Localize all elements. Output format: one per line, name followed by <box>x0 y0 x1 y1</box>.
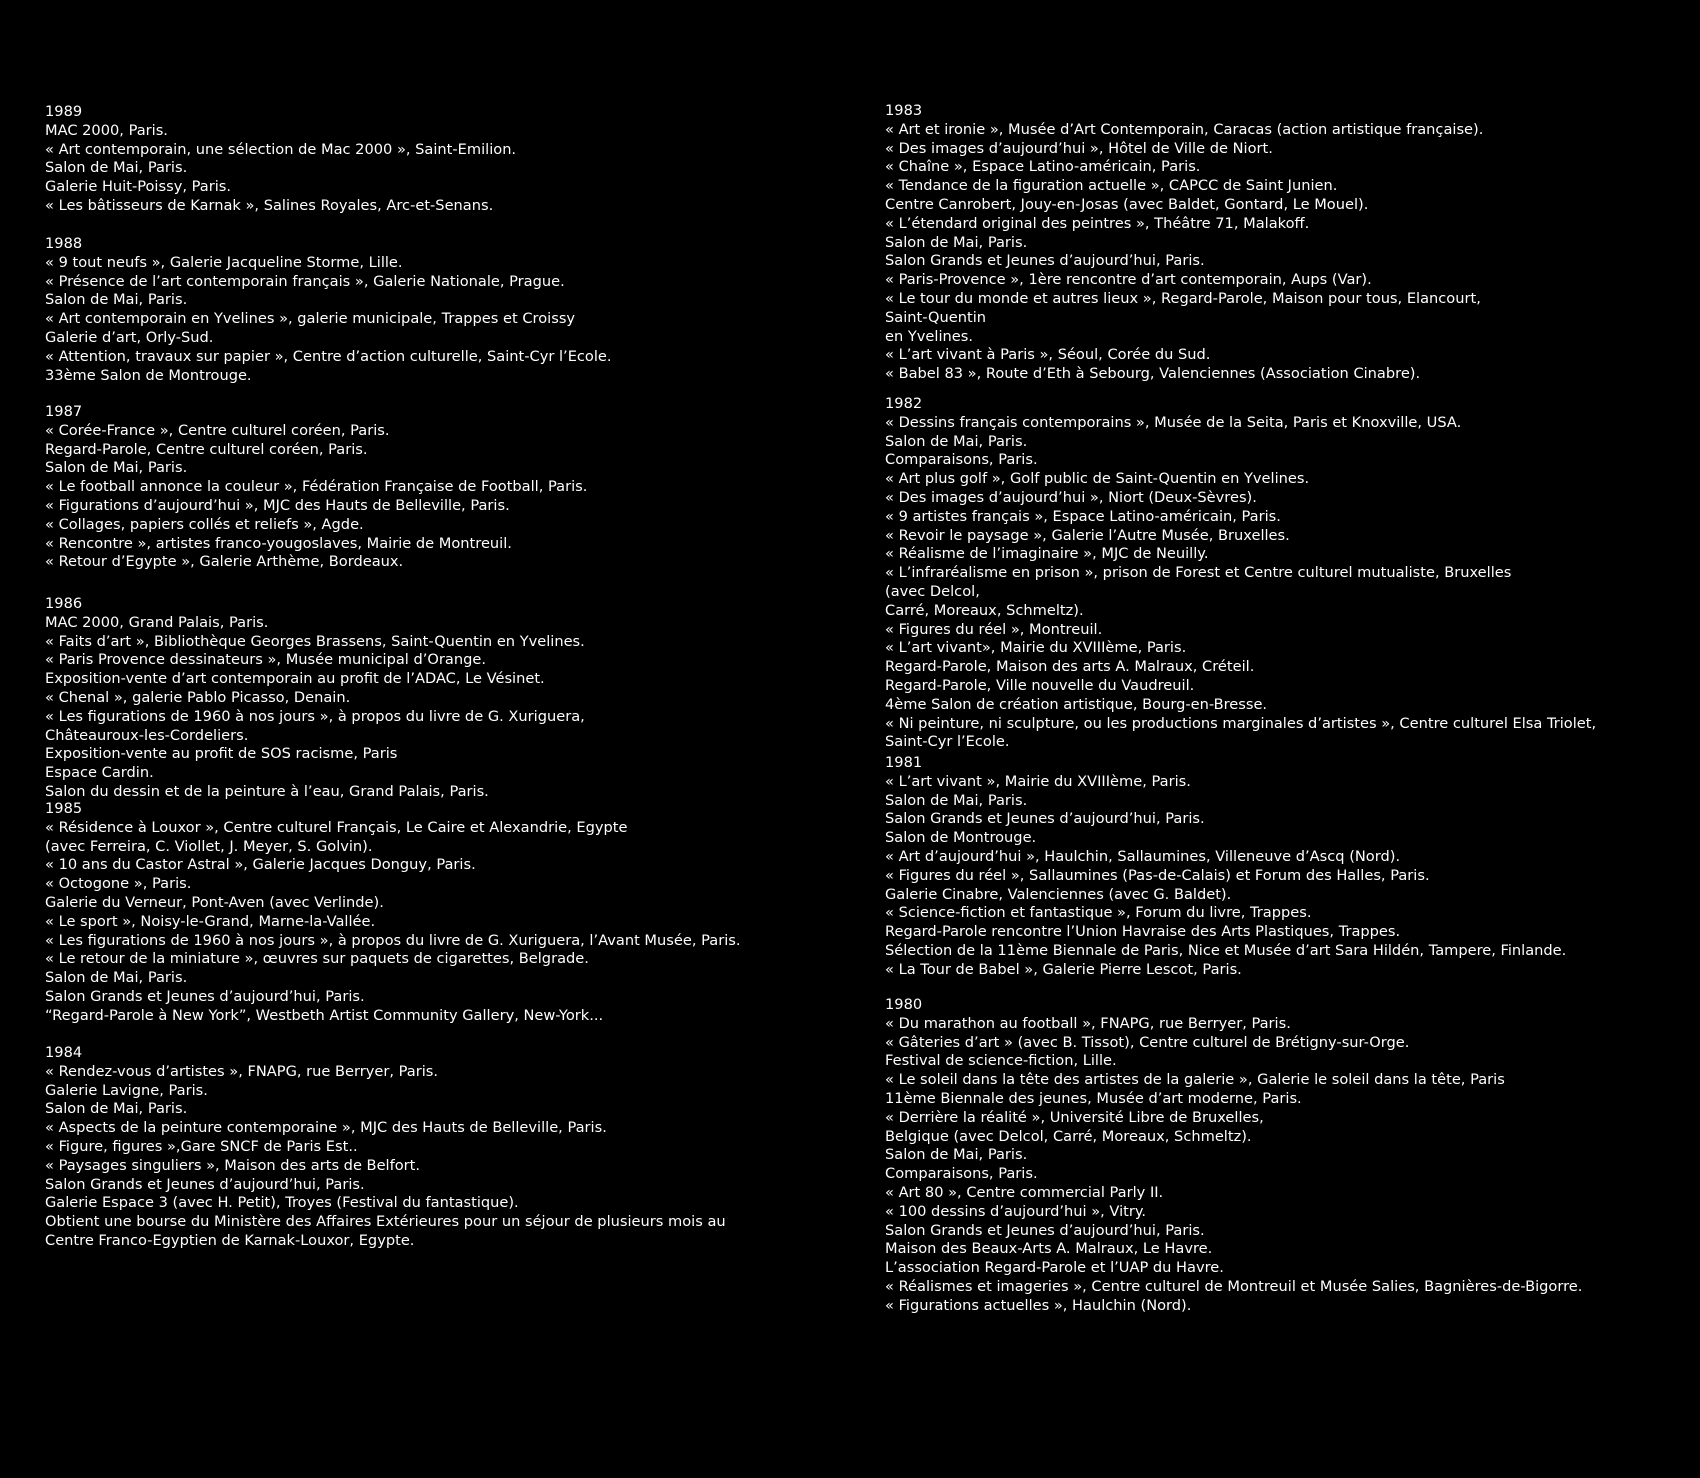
exhibition-entry: « Les figurations de 1960 à nos jours », à propos du livre de G. Xuriguera, l’Avant Musée, Paris. <box>45 931 741 949</box>
exhibition-entry: Saint-Quentin <box>885 308 987 326</box>
year-block-1981 <box>885 754 1685 980</box>
year-block-1984 <box>45 1044 825 1251</box>
exhibition-entry: Salon de Mai, Paris. <box>45 291 188 309</box>
exhibition-entry: Salon de Mai, Paris. <box>45 159 188 177</box>
exhibition-entry: « Corée-France », Centre culturel coréen, Paris. <box>45 421 390 439</box>
exhibition-entry: « Dessins français contemporains », Musée de la Seita, Paris et Knoxville, USA. <box>885 413 1462 431</box>
exhibition-entry: Salon de Mai, Paris. <box>885 791 1028 809</box>
exhibition-entry: Saint-Cyr l’Ecole. <box>885 733 1010 751</box>
year-block-1986 <box>45 595 825 802</box>
exhibition-entry: “Regard-Parole à New York”, Westbeth Artist Community Gallery, New-York... <box>45 1006 604 1024</box>
exhibition-entry: « Gâteries d’art » (avec B. Tissot), Centre culturel de Brétigny-sur-Orge. <box>885 1033 1410 1051</box>
year-heading: 1989 <box>45 103 83 120</box>
exhibition-entry: Salon de Mai, Paris. <box>885 1146 1028 1164</box>
exhibition-entry: Salon de Mai, Paris. <box>885 233 1028 251</box>
year-heading: 1986 <box>45 595 83 612</box>
exhibition-entry: « Présence de l’art contemporain français », Galerie Nationale, Prague. <box>45 272 565 290</box>
exhibition-entry: « Les figurations de 1960 à nos jours », à propos du livre de G. Xuriguera, <box>45 707 585 725</box>
exhibition-entry: « Ni peinture, ni sculpture, ou les productions marginales d’artistes », Centre culturel Elsa Triolet, <box>885 714 1597 732</box>
year-heading: 1983 <box>885 102 923 119</box>
year-block-1982 <box>885 395 1685 752</box>
exhibition-entry: « Tendance de la figuration actuelle », CAPCC de Saint Junien. <box>885 177 1338 195</box>
exhibition-entry: « 9 tout neufs », Galerie Jacqueline Storme, Lille. <box>45 253 403 271</box>
exhibition-entry: Centre Canrobert, Jouy-en-Josas (avec Baldet, Gontard, Le Mouel). <box>885 195 1369 213</box>
exhibition-entry: « Rencontre », artistes franco-yougoslaves, Mairie de Montreuil. <box>45 534 512 552</box>
exhibition-entry: Carré, Moreaux, Schmeltz). <box>885 601 1084 619</box>
year-block-1987 <box>45 403 825 572</box>
exhibition-entry: « L’art vivant », Mairie du XVIIIème, Paris. <box>885 772 1191 790</box>
exhibition-entry: Galerie Lavigne, Paris. <box>45 1081 208 1099</box>
exhibition-entry: « 100 dessins d’aujourd’hui », Vitry. <box>885 1202 1147 1220</box>
year-heading: 1985 <box>45 800 83 817</box>
exhibition-entry: « Art contemporain en Yvelines », galerie municipale, Trappes et Croissy <box>45 310 576 328</box>
exhibition-entry: « Résidence à Louxor », Centre culturel Français, Le Caire et Alexandrie, Egypte <box>45 818 628 836</box>
exhibition-entry: Salon du dessin et de la peinture à l’eau, Grand Palais, Paris. <box>45 782 489 800</box>
exhibition-entry: « Réalismes et imageries », Centre culturel de Montreuil et Musée Salies, Bagnières-de-Bigorre. <box>885 1277 1583 1295</box>
exhibition-entry: (avec Ferreira, C. Viollet, J. Meyer, S. Golvin). <box>45 837 373 855</box>
exhibition-entry: Salon Grands et Jeunes d’aujourd’hui, Paris. <box>885 810 1205 828</box>
year-heading: 1980 <box>885 996 923 1013</box>
exhibition-entry: Exposition-vente au profit de SOS racisme, Paris <box>45 745 398 763</box>
exhibition-entry: « 10 ans du Castor Astral », Galerie Jacques Donguy, Paris. <box>45 856 476 874</box>
exhibition-entry: en Yvelines. <box>885 327 973 345</box>
exhibition-entry: « Retour d’Egypte », Galerie Arthème, Bordeaux. <box>45 553 404 571</box>
exhibition-entry: « Art d’aujourd’hui », Haulchin, Sallaumines, Villeneuve d’Ascq (Nord). <box>885 847 1401 865</box>
exhibition-entry: Obtient une bourse du Ministère des Affaires Extérieures pour un séjour de plusieurs mois au <box>45 1213 726 1231</box>
exhibition-entry: Espace Cardin. <box>45 764 154 782</box>
exhibition-entry: Comparaisons, Paris. <box>885 1165 1038 1183</box>
exhibition-entry: « L’étendard original des peintres », Théâtre 71, Malakoff. <box>885 214 1310 232</box>
exhibition-entry: Salon de Montrouge. <box>885 829 1037 847</box>
exhibition-entry: « Réalisme de l’imaginaire », MJC de Neuilly. <box>885 545 1209 563</box>
exhibition-entry: Salon Grands et Jeunes d’aujourd’hui, Paris. <box>885 252 1205 270</box>
year-block-1985 <box>45 800 825 1026</box>
exhibition-entry: Salon Grands et Jeunes d’aujourd’hui, Paris. <box>885 1221 1205 1239</box>
exhibition-entry: Salon de Mai, Paris. <box>45 969 188 987</box>
exhibition-entry: Salon Grands et Jeunes d’aujourd’hui, Paris. <box>45 987 365 1005</box>
exhibition-entry: Salon de Mai, Paris. <box>885 432 1028 450</box>
year-heading: 1988 <box>45 235 83 252</box>
exhibition-entry: « Le soleil dans la tête des artistes de la galerie », Galerie le soleil dans la tête, Paris <box>885 1071 1505 1089</box>
exhibition-entry: « Paris Provence dessinateurs », Musée municipal d’Orange. <box>45 651 486 669</box>
exhibition-entry: Galerie Cinabre, Valenciennes (avec G. Baldet). <box>885 885 1232 903</box>
exhibition-entry: Salon Grands et Jeunes d’aujourd’hui, Paris. <box>45 1175 365 1193</box>
exhibition-entry: Regard-Parole, Ville nouvelle du Vaudreuil. <box>885 676 1195 694</box>
exhibition-entry: « Du marathon au football », FNAPG, rue Berryer, Paris. <box>885 1014 1291 1032</box>
exhibition-entry: Comparaisons, Paris. <box>885 451 1038 469</box>
exhibition-entry: « Le retour de la miniature », œuvres sur paquets de cigarettes, Belgrade. <box>45 950 589 968</box>
exhibition-entry: « Derrière la réalité », Université Libre de Bruxelles, <box>885 1108 1264 1126</box>
exhibition-entry: « Figurations actuelles », Haulchin (Nord). <box>885 1296 1192 1314</box>
exhibition-entry: « Art et ironie », Musée d’Art Contemporain, Caracas (action artistique française). <box>885 120 1484 138</box>
exhibition-entry: 4ème Salon de création artistique, Bourg-en-Bresse. <box>885 695 1268 713</box>
exhibition-entry: « Attention, travaux sur papier », Centre d’action culturelle, Saint-Cyr l’Ecole. <box>45 347 612 365</box>
exhibition-entry: Châteauroux-les-Cordeliers. <box>45 726 249 744</box>
exhibition-entry: « La Tour de Babel », Galerie Pierre Lescot, Paris. <box>885 960 1242 978</box>
exhibition-entry: « Octogone », Paris. <box>45 875 192 893</box>
exhibition-entry: MAC 2000, Grand Palais, Paris. <box>45 613 269 631</box>
exhibition-entry: « Figures du réel », Sallaumines (Pas-de-Calais) et Forum des Halles, Paris. <box>885 866 1430 884</box>
year-heading: 1984 <box>45 1044 83 1061</box>
exhibition-entry: « Art plus golf », Golf public de Saint-Quentin en Yvelines. <box>885 470 1310 488</box>
exhibition-entry: Belgique (avec Delcol, Carré, Moreaux, Schmeltz). <box>885 1127 1252 1145</box>
exhibition-entry: Galerie du Verneur, Pont-Aven (avec Verlinde). <box>45 893 384 911</box>
exhibition-entry: « Art contemporain, une sélection de Mac 2000 », Saint-Emilion. <box>45 140 517 158</box>
year-heading: 1981 <box>885 754 923 771</box>
exhibition-entry: « L’infraréalisme en prison », prison de Forest et Centre culturel mutualiste, Bruxelles <box>885 564 1512 582</box>
year-block-1988 <box>45 235 825 385</box>
year-block-1983 <box>885 102 1685 384</box>
exhibition-entry: « Rendez-vous d’artistes », FNAPG, rue Berryer, Paris. <box>45 1062 439 1080</box>
exhibition-entry: (avec Delcol, <box>885 582 980 600</box>
exhibition-entry: « Les bâtisseurs de Karnak », Salines Royales, Arc-et-Senans. <box>45 196 494 214</box>
exhibition-entry: Salon de Mai, Paris. <box>45 1100 188 1118</box>
exhibition-entry: « Revoir le paysage », Galerie l’Autre Musée, Bruxelles. <box>885 526 1290 544</box>
exhibition-entry: Exposition-vente d’art contemporain au profit de l’ADAC, Le Vésinet. <box>45 670 545 688</box>
year-block-1989 <box>45 103 825 216</box>
exhibition-entry: Centre Franco-Egyptien de Karnak-Louxor, Egypte. <box>45 1231 415 1249</box>
exhibition-entry: Galerie d’art, Orly-Sud. <box>45 328 214 346</box>
exhibition-entry: « Paysages singuliers », Maison des arts de Belfort. <box>45 1156 421 1174</box>
exhibition-entry: « Figurations d’aujourd’hui », MJC des Hauts de Belleville, Paris. <box>45 496 510 514</box>
exhibition-entry: 33ème Salon de Montrouge. <box>45 366 252 384</box>
exhibition-entry: « Faits d’art », Bibliothèque Georges Brassens, Saint-Quentin en Yvelines. <box>45 632 585 650</box>
exhibition-entry: « Babel 83 », Route d’Eth à Sebourg, Valenciennes (Association Cinabre). <box>885 365 1421 383</box>
year-block-1980 <box>885 996 1685 1316</box>
exhibition-entry: « Aspects de la peinture contemporaine », MJC des Hauts de Belleville, Paris. <box>45 1119 607 1137</box>
exhibition-entry: « L’art vivant à Paris », Séoul, Corée du Sud. <box>885 346 1211 364</box>
exhibition-entry: « 9 artistes français », Espace Latino-américain, Paris. <box>885 507 1281 525</box>
exhibition-entry: 11ème Biennale des jeunes, Musée d’art moderne, Paris. <box>885 1089 1302 1107</box>
exhibition-entry: « Le tour du monde et autres lieux », Regard-Parole, Maison pour tous, Elancourt, <box>885 289 1481 307</box>
exhibition-entry: « Figure, figures »,Gare SNCF de Paris Est.. <box>45 1137 358 1155</box>
exhibition-entry: « Des images d’aujourd’hui », Hôtel de Ville de Niort. <box>885 139 1273 157</box>
exhibition-entry: « Chaîne », Espace Latino-américain, Paris. <box>885 158 1201 176</box>
exhibition-entry: « Des images d’aujourd’hui », Niort (Deux-Sèvres). <box>885 488 1257 506</box>
exhibition-entry: Galerie Espace 3 (avec H. Petit), Troyes (Festival du fantastique). <box>45 1194 519 1212</box>
exhibition-entry: Maison des Beaux-Arts A. Malraux, Le Havre. <box>885 1240 1213 1258</box>
exhibition-entry: « Collages, papiers collés et reliefs », Agde. <box>45 515 364 533</box>
exhibition-entry: « Science-fiction et fantastique », Forum du livre, Trappes. <box>885 904 1312 922</box>
exhibition-entry: Regard-Parole, Centre culturel coréen, Paris. <box>45 440 368 458</box>
exhibition-entry: Salon de Mai, Paris. <box>45 459 188 477</box>
exhibition-entry: « Le sport », Noisy-le-Grand, Marne-la-Vallée. <box>45 912 376 930</box>
exhibition-entry: L’association Regard-Parole et l’UAP du Havre. <box>885 1259 1224 1277</box>
exhibition-entry: « Figures du réel », Montreuil. <box>885 620 1103 638</box>
exhibition-entry: Sélection de la 11ème Biennale de Paris, Nice et Musée d’art Sara Hildén, Tampere, Finlande. <box>885 941 1567 959</box>
exhibition-entry: Regard-Parole, Maison des arts A. Malraux, Créteil. <box>885 658 1255 676</box>
exhibition-entry: Regard-Parole rencontre l’Union Havraise des Arts Plastiques, Trappes. <box>885 923 1401 941</box>
exhibition-entry: « Paris-Provence », 1ère rencontre d’art contemporain, Aups (Var). <box>885 271 1372 289</box>
exhibition-entry: « Chenal », galerie Pablo Picasso, Denain. <box>45 688 351 706</box>
year-heading: 1982 <box>885 395 923 412</box>
exhibition-entry: « Le football annonce la couleur », Fédération Française de Football, Paris. <box>45 478 588 496</box>
year-heading: 1987 <box>45 403 83 420</box>
exhibition-entry: « L’art vivant», Mairie du XVIIIème, Paris. <box>885 639 1187 657</box>
exhibition-entry: « Art 80 », Centre commercial Parly II. <box>885 1183 1164 1201</box>
exhibition-entry: Galerie Huit-Poissy, Paris. <box>45 178 231 196</box>
exhibition-entry: Festival de science-fiction, Lille. <box>885 1052 1117 1070</box>
exhibition-entry: MAC 2000, Paris. <box>45 121 168 139</box>
